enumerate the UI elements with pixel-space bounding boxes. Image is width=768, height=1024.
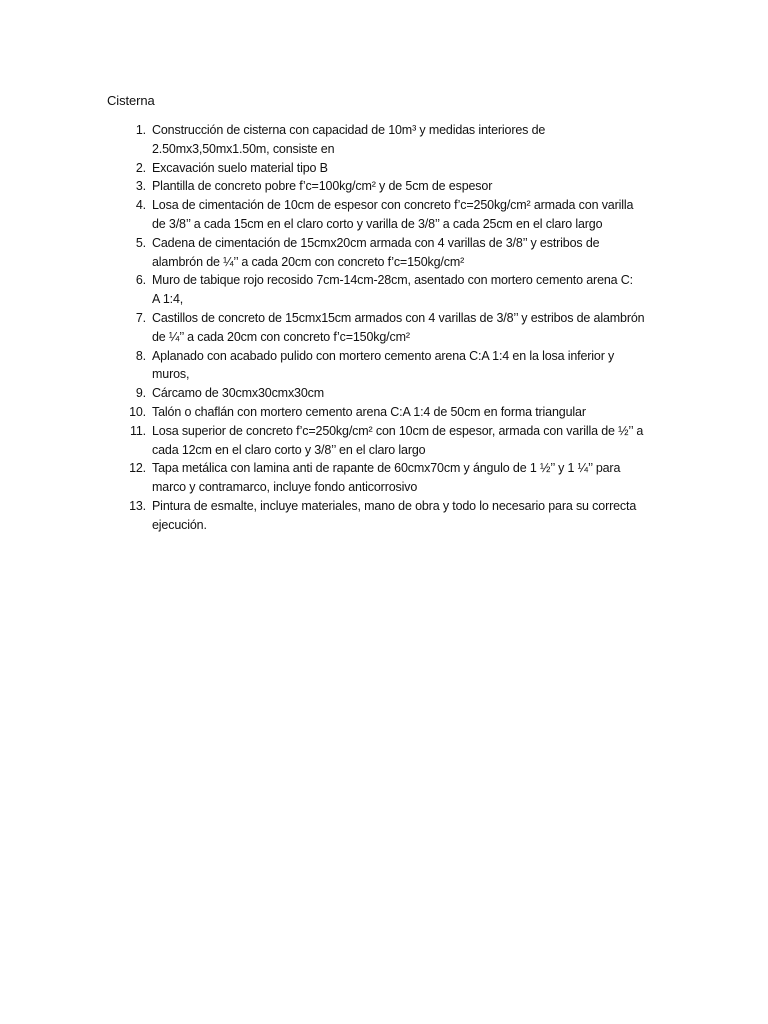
list-item (0, 121, 768, 159)
list-item-text (152, 271, 672, 309)
list-item-line: 2.50mx3,50mx1.50m, consiste en (152, 141, 335, 156)
list-item-line: Pintura de esmalte, incluye materiales, mano de obra y todo lo necesario para su correcta (152, 498, 637, 513)
list-item-line: Aplanado con acabado pulido con mortero cemento arena C:A 1:4 en la losa inferior y (152, 348, 615, 363)
list-item (0, 234, 768, 272)
list-item (0, 403, 768, 422)
numbered-list (0, 121, 768, 535)
list-item-number: 8. (135, 348, 146, 363)
list-item-text (152, 159, 672, 178)
list-item-number: 13. (129, 498, 146, 513)
list-item-text (152, 121, 672, 159)
list-item-number: 10. (129, 404, 146, 419)
list-item-line: de ¼’’ a cada 20cm con concreto f’c=150kg/cm² (152, 329, 410, 344)
list-item-text (152, 347, 672, 385)
list-item (0, 459, 768, 497)
document-title: Cisterna (107, 93, 155, 108)
list-item (0, 271, 768, 309)
list-item (0, 497, 768, 535)
list-item-line: de 3/8’’ a cada 15cm en el claro corto y varilla de 3/8’’ a cada 25cm en el claro largo (152, 216, 603, 231)
list-item (0, 384, 768, 403)
list-item-text (152, 497, 672, 535)
list-item-line: Tapa metálica con lamina anti de rapante de 60cmx70cm y ángulo de 1 ½’’ y 1 ¼’’ para (152, 461, 621, 476)
list-item-text (152, 234, 672, 272)
list-item-text (152, 309, 672, 347)
list-item (0, 422, 768, 460)
list-item-line: Castillos de concreto de 15cmx15cm armados con 4 varillas de 3/8’’ y estribos de alambrón (152, 310, 645, 325)
list-item-number: 3. (135, 179, 146, 194)
list-item-line: A 1:4, (152, 292, 184, 307)
list-item-text (152, 422, 672, 460)
list-item-line: Construcción de cisterna con capacidad de 10m³ y medidas interiores de (152, 123, 546, 137)
list-item-number: 1. (135, 123, 146, 137)
list-item-number: 7. (135, 310, 146, 325)
list-item-text (152, 177, 672, 196)
list-item-line: Losa de cimentación de 10cm de espesor con concreto f’c=250kg/cm² armada con varilla (152, 198, 634, 213)
list-item-text (152, 459, 672, 497)
list-item-number: 5. (135, 235, 146, 250)
list-item-line: Muro de tabique rojo recosido 7cm-14cm-28cm, asentado con mortero cemento arena C: (152, 273, 633, 288)
list-item-line: muros, (152, 367, 190, 382)
list-item-number: 4. (135, 198, 146, 213)
list-item-line: Excavación suelo material tipo B (152, 160, 328, 175)
list-item (0, 159, 768, 178)
list-item-line: Cadena de cimentación de 15cmx20cm armada con 4 varillas de 3/8’’ y estribos de (152, 235, 600, 250)
list-item-line: Plantilla de concreto pobre f’c=100kg/cm² y de 5cm de espesor (152, 179, 493, 194)
list-item-line: Cárcamo de 30cmx30cmx30cm (152, 386, 325, 401)
list-item-line: Losa superior de concreto f’c=250kg/cm² con 10cm de espesor, armada con varilla de ½’’ a (152, 423, 644, 438)
list-item-number: 2. (135, 160, 146, 175)
list-item (0, 177, 768, 196)
list-item-line: Talón o chaflán con mortero cemento arena C:A 1:4 de 50cm en forma triangular (152, 404, 586, 419)
list-item-number: 11. (130, 423, 146, 438)
list-item-text (152, 384, 672, 403)
list-item-number: 6. (135, 273, 146, 288)
list-item-line: cada 12cm en el claro corto y 3/8’’ en el claro largo (152, 442, 426, 457)
list-item (0, 309, 768, 347)
list-item (0, 347, 768, 385)
list-item-number: 9. (135, 386, 146, 401)
list-item-line: marco y contramarco, incluye fondo anticorrosivo (152, 480, 418, 495)
list-item (0, 196, 768, 234)
list-item-text (152, 403, 672, 422)
list-item-number: 12. (129, 461, 146, 476)
list-item-text (152, 196, 672, 234)
list-item-line: alambrón de ¼’’ a cada 20cm con concreto f’c=150kg/cm² (152, 254, 465, 269)
list-item-line: ejecución. (152, 517, 207, 532)
